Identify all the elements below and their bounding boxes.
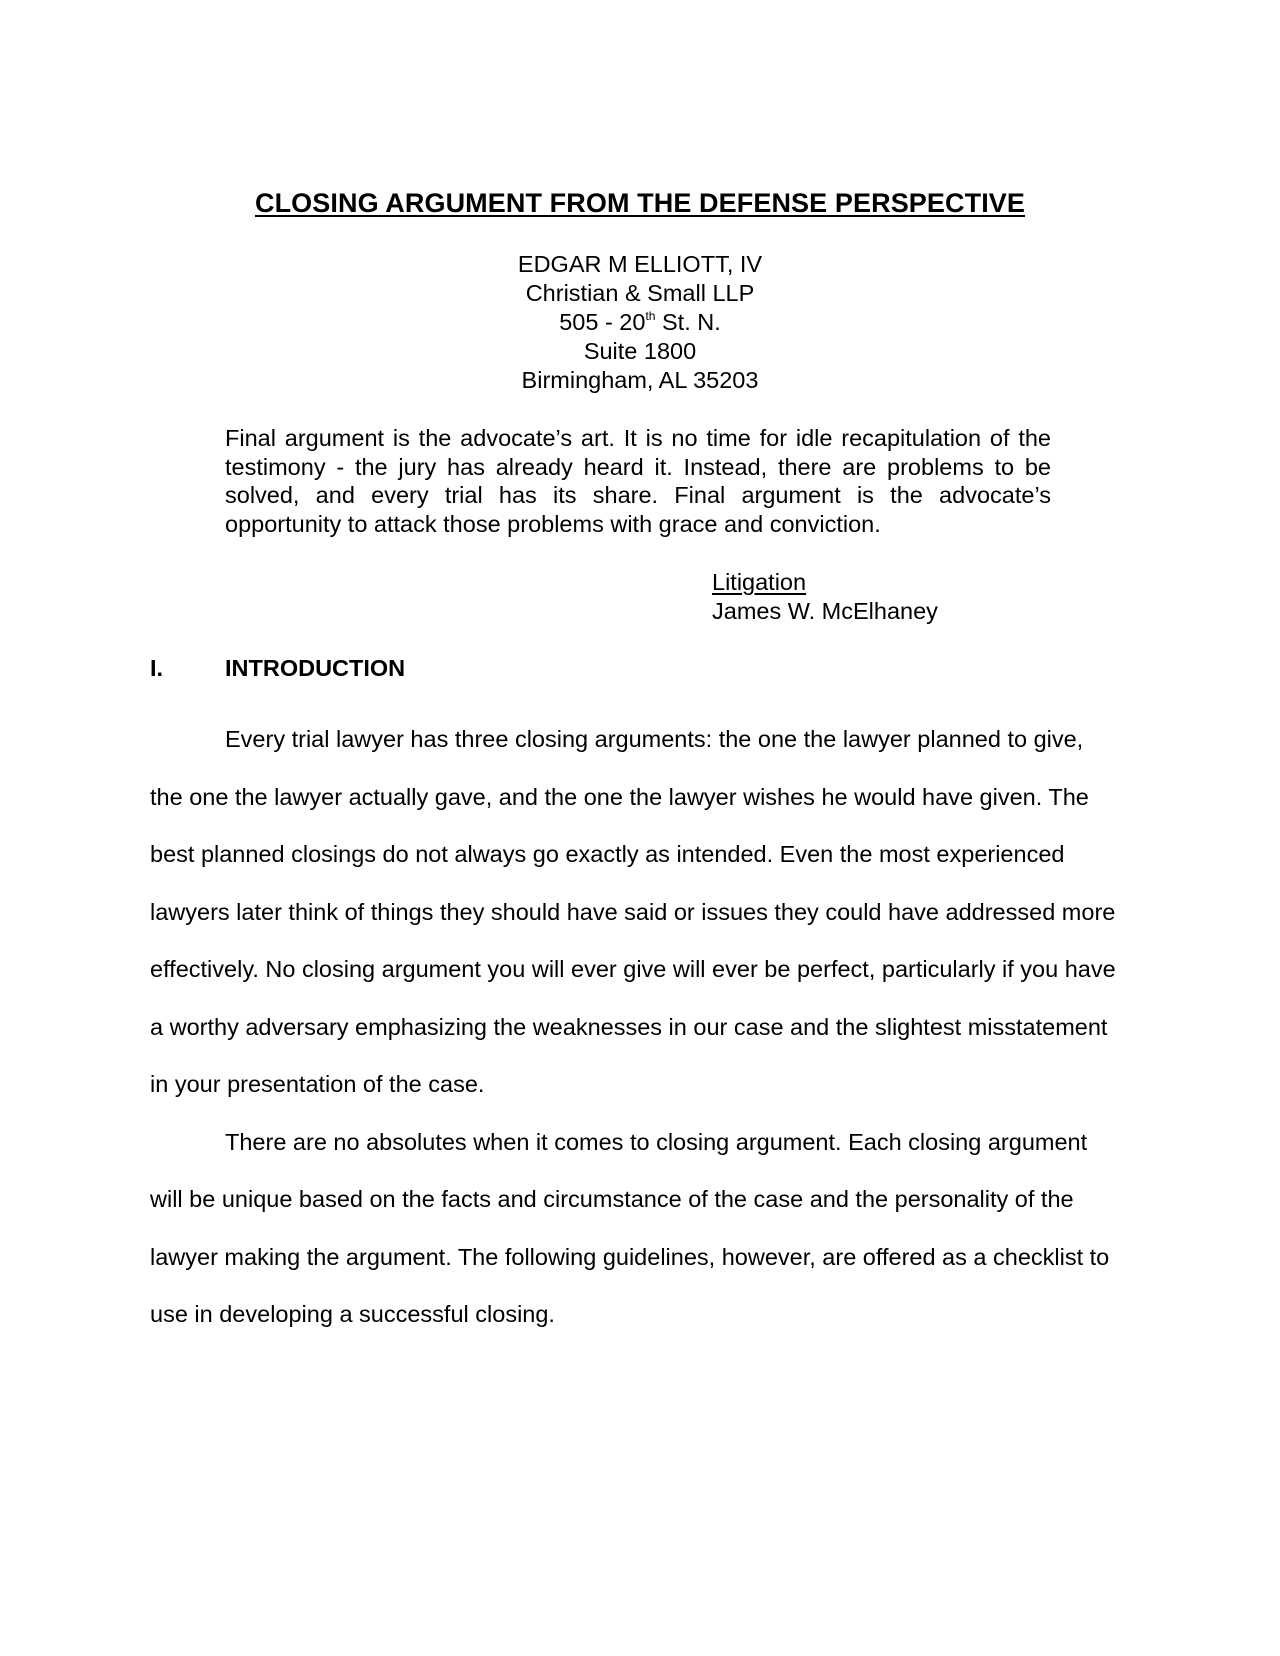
- author-block: [0, 250, 1280, 395]
- section-heading: [150, 654, 405, 683]
- street-number: 505 - 20: [559, 309, 646, 335]
- author-firm: Christian & Small LLP: [525, 280, 755, 306]
- body-paragraph: There are no absolutes when it comes to closing argument. Each closing argument will be unique based on the facts and circumstance of the case and the personality of the lawyer making the argument. The following guidelines, however, are offered as a checklist to use in developing a successful closing.: [150, 1128, 1110, 1327]
- epigraph-source: Litigation: [712, 569, 807, 595]
- section-number: I.: [150, 655, 164, 681]
- epigraph-citation: [712, 568, 938, 626]
- body-paragraph: Every trial lawyer has three closing arguments: the one the lawyer planned to give, the one the lawyer actually gave, and the one the lawyer wishes he would have given. The best planned closings do not always go exactly as intended. Even the most experienced lawyers later think of things they should have said or issues they could have addressed more effectively. No closing argument you will ever give will ever be perfect, particularly if you have a worthy adversary emphasizing the weaknesses in our case and the slightest misstatement in your presentation of the case.: [150, 726, 1116, 1097]
- street-ordinal-suffix: th: [645, 309, 656, 323]
- author-name: EDGAR M ELLIOTT, IV: [517, 251, 763, 277]
- epigraph-attribution: James W. McElhaney: [712, 598, 938, 624]
- section-title: INTRODUCTION: [225, 655, 406, 681]
- document-title: CLOSING ARGUMENT FROM THE DEFENSE PERSPECTIVE: [254, 188, 1026, 218]
- author-street: [0, 308, 1280, 337]
- author-suite: Suite 1800: [583, 338, 697, 364]
- author-city: Birmingham, AL 35203: [521, 367, 759, 393]
- epigraph-quote: Final argument is the advocate’s art. It is no time for idle recapitulation of the testimony - the jury has already heard it. Instead, there are problems to be solved, and every trial has its share. Final argument is the advocate’s opportunity to attack those problems with grace and conviction.: [225, 425, 1051, 537]
- street-rest: St. N.: [655, 309, 721, 335]
- body-text: [150, 711, 1116, 1344]
